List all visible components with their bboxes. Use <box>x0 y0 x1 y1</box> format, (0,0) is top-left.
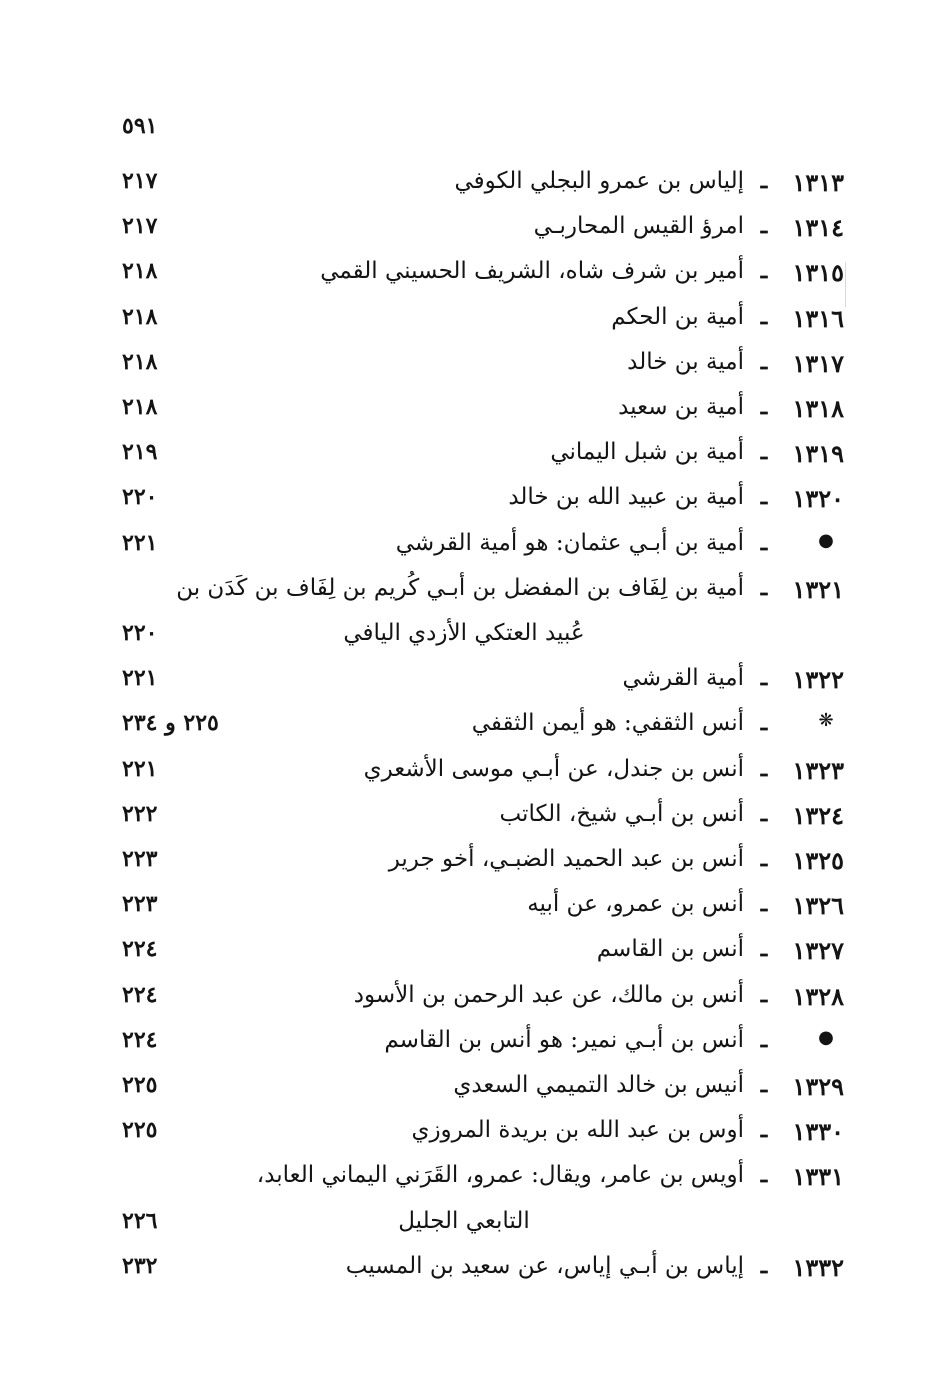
entry-title: امرؤ القيس المحاربـي <box>533 213 744 239</box>
entry-dash: ـ <box>760 1027 768 1053</box>
entry-page-number: ٢٢٠ <box>122 484 158 510</box>
entry-dash: ـ <box>760 756 768 782</box>
index-entry <box>0 484 926 528</box>
entry-page-number: ٢١٨ <box>122 349 158 375</box>
bullet-icon: ● <box>818 1027 834 1048</box>
entry-dash: ـ <box>760 710 768 736</box>
entry-title: أمية بن لِفَاف بن المفضل بن أبـي كُريم بن لِفَاف بن كَدَن بن <box>176 575 744 601</box>
index-entry-continuation <box>0 620 926 664</box>
index-entry <box>0 1117 926 1161</box>
entry-dash: ـ <box>760 168 768 194</box>
entry-title: أوس بن عبد الله بن بريدة المروزي <box>411 1117 744 1143</box>
entry-dash: ـ <box>760 891 768 917</box>
index-entry <box>0 665 926 709</box>
entry-page-number: ٢١٨ <box>122 394 158 420</box>
entry-page-number: ٢٢٣ <box>122 891 158 917</box>
index-entry <box>0 801 926 845</box>
entry-title: أمية بن خالد <box>627 349 744 375</box>
entry-page-number: ٢٢٠ <box>122 620 158 646</box>
entry-title: إياس بن أبـي إياس، عن سعيد بن المسيب <box>345 1253 744 1279</box>
entry-number: ١٣٢٢ <box>792 665 844 694</box>
entry-number: ١٣٢٨ <box>792 982 844 1011</box>
entry-title: أنس بن القاسم <box>596 936 744 962</box>
index-entry <box>0 936 926 980</box>
entry-number: ١٣٣٢ <box>792 1253 844 1282</box>
entry-number: ١٣١٤ <box>792 213 844 242</box>
index-entry <box>0 530 926 574</box>
entry-number: ١٣٣٠ <box>792 1117 844 1146</box>
entry-page-number: ٢٢٣ <box>122 846 158 872</box>
entry-page-number: ٢١٩ <box>122 439 158 465</box>
entry-dash: ـ <box>760 530 768 556</box>
entry-title: أويس بن عامر، ويقال: عمرو، القَرَني اليماني العابد، <box>256 1162 744 1188</box>
index-entry <box>0 258 926 302</box>
entry-page-number: ٢٢١ <box>122 530 158 556</box>
entry-page-number: ٢٢٥ <box>122 1072 158 1098</box>
entry-title-continuation: التابعي الجليل <box>398 1208 530 1234</box>
entry-title: أمية بن أبـي عثمان: هو أمية القرشي <box>395 530 744 556</box>
index-entry <box>0 304 926 348</box>
entry-number: ١٣١٧ <box>792 349 844 378</box>
entry-dash: ـ <box>760 1162 768 1188</box>
index-entry <box>0 756 926 800</box>
entry-title: أمية بن شبل اليماني <box>550 439 744 465</box>
entry-title: أنس بن عمرو، عن أبيه <box>527 891 744 917</box>
entry-number: ١٣٢٠ <box>792 484 844 513</box>
bullet-icon: ● <box>818 530 834 551</box>
entry-number: ١٣٢٥ <box>792 846 844 875</box>
index-entry <box>0 1027 926 1071</box>
entry-title: أمية القرشي <box>622 665 744 691</box>
entry-page-number: ٢٢٥ و ٢٣٤ <box>122 710 219 736</box>
entry-page-number: ٢٣٢ <box>122 1253 158 1279</box>
entry-number: ١٣٣١ <box>792 1162 844 1191</box>
index-entry <box>0 213 926 257</box>
entry-dash: ـ <box>760 394 768 420</box>
entry-page-number: ٢٢٤ <box>122 936 158 962</box>
entry-title: أنس بن عبد الحميد الضبـي، أخو جرير <box>388 846 744 872</box>
entry-page-number: ٢٢٤ <box>122 982 158 1008</box>
index-entry <box>0 1253 926 1297</box>
entry-dash: ـ <box>760 575 768 601</box>
entry-title: أنس بن أبـي شيخ، الكاتب <box>499 801 744 827</box>
index-entry <box>0 891 926 935</box>
index-entry-continuation <box>0 1208 926 1252</box>
entry-number: ١٣١٥ <box>792 258 844 287</box>
entry-page-number: ٢٢٢ <box>122 801 158 827</box>
entry-number: ١٣٢٧ <box>792 936 844 965</box>
entry-title: إلياس بن عمرو البجلي الكوفي <box>454 168 744 194</box>
entry-number: ١٣١٣ <box>792 168 844 197</box>
index-entry <box>0 439 926 483</box>
index-entry <box>0 710 926 754</box>
index-entry <box>0 168 926 212</box>
page-number: ٥٩١ <box>122 113 158 139</box>
entry-dash: ـ <box>760 304 768 330</box>
entry-dash: ـ <box>760 349 768 375</box>
entry-dash: ـ <box>760 213 768 239</box>
entry-dash: ـ <box>760 484 768 510</box>
index-entry <box>0 982 926 1026</box>
entry-dash: ـ <box>760 801 768 827</box>
entry-number: ١٣١٦ <box>792 304 844 333</box>
entry-title: أمية بن سعيد <box>618 394 744 420</box>
entry-title-continuation: عُبيد العتكي الأزدي اليافي <box>343 620 585 646</box>
entry-page-number: ٢١٧ <box>122 213 158 239</box>
entry-title: أمية بن الحكم <box>611 304 744 330</box>
index-entry <box>0 1072 926 1116</box>
entry-number: ١٣٢٣ <box>792 756 844 785</box>
index-entry <box>0 1162 926 1206</box>
entry-dash: ـ <box>760 258 768 284</box>
entry-page-number: ٢٢٦ <box>122 1208 158 1234</box>
entry-number: ١٣٢١ <box>792 575 844 604</box>
entry-dash: ـ <box>760 982 768 1008</box>
entry-page-number: ٢١٧ <box>122 168 158 194</box>
entry-title: أنس بن جندل، عن أبـي موسى الأشعري <box>363 756 744 782</box>
entry-title: أنس بن أبـي نمير: هو أنس بن القاسم <box>384 1027 744 1053</box>
entry-dash: ـ <box>760 846 768 872</box>
index-entry <box>0 394 926 438</box>
entry-dash: ـ <box>760 1253 768 1279</box>
entry-dash: ـ <box>760 1117 768 1143</box>
asterisk-icon: ❋ <box>818 710 834 731</box>
entry-title: أمير بن شرف شاه، الشريف الحسيني القمي <box>320 258 744 284</box>
entry-page-number: ٢١٨ <box>122 258 158 284</box>
entry-title: أنس بن مالك، عن عبد الرحمن بن الأسود <box>353 982 744 1008</box>
entry-page-number: ٢٢١ <box>122 756 158 782</box>
index-entry <box>0 575 926 619</box>
entry-number: ١٣٢٦ <box>792 891 844 920</box>
entry-number: ١٣١٩ <box>792 439 844 468</box>
entry-title: أمية بن عبيد الله بن خالد <box>508 484 744 510</box>
entry-number: ١٣١٨ <box>792 394 844 423</box>
entry-title: أنس الثقفي: هو أيمن الثقفي <box>471 710 744 736</box>
entry-dash: ـ <box>760 1072 768 1098</box>
index-entry <box>0 846 926 890</box>
entry-dash: ـ <box>760 665 768 691</box>
entry-page-number: ٢١٨ <box>122 304 158 330</box>
entry-page-number: ٢٢٥ <box>122 1117 158 1143</box>
entry-number: ١٣٢٩ <box>792 1072 844 1101</box>
index-entry <box>0 349 926 393</box>
entry-title: أنيس بن خالد التميمي السعدي <box>453 1072 744 1098</box>
entry-page-number: ٢٢٤ <box>122 1027 158 1053</box>
entry-dash: ـ <box>760 936 768 962</box>
entry-dash: ـ <box>760 439 768 465</box>
entry-page-number: ٢٢١ <box>122 665 158 691</box>
entry-number: ١٣٢٤ <box>792 801 844 830</box>
